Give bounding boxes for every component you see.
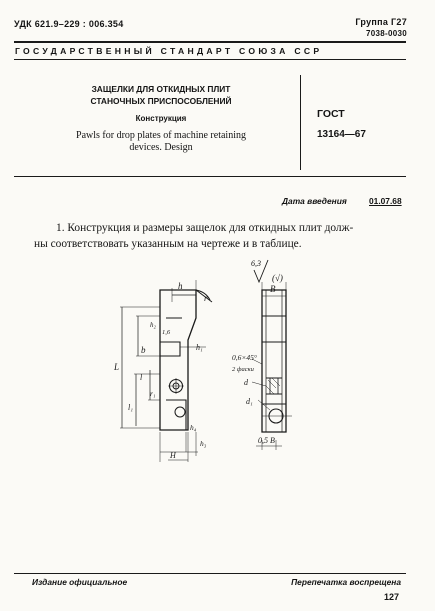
dim-h3: h₃ [200,439,207,448]
dim-b: b [141,345,146,355]
roughness-value: 6,3 [251,259,261,268]
intro-date-label: Дата введения [282,196,347,206]
group-code: Группа Г27 [355,17,407,27]
dim-h: h [178,281,183,291]
english-title-line-1: Pawls for drop plates of machine retaining [76,130,246,141]
roughness-note: (√) [272,273,283,283]
okp-code: 7038-0030 [366,29,407,38]
title-subtitle: Конструкция [135,114,187,123]
dim-d1: d₁ [246,397,253,406]
dim-h4: h₄ [190,423,197,432]
english-title-line-2: devices. Design [129,142,193,153]
dim-l1: l₁ [128,403,134,412]
dim-rough-small: 1,6 [162,329,171,336]
dim-r1: r₁ [150,389,156,398]
footer-official-edition: Издание официальное [32,577,128,587]
dim-B: B [270,284,276,294]
title-line-1: ЗАЩЕЛКИ ДЛЯ ОТКИДНЫХ ПЛИТ [91,84,231,94]
chamfer-count: 2 фаски [232,366,254,373]
front-view-outline [160,290,196,430]
intro-date-value: 01.07.68 [369,196,402,206]
footer-rule [14,573,406,574]
chamfer-size: 0,6×45° [232,353,257,362]
standard-banner: ГОСУДАРСТВЕННЫЙ СТАНДАРТ СОЮЗА ССР [15,46,323,56]
dim-h1: h₁ [196,343,203,352]
dim-r: r [204,293,208,303]
dim-half-B: 0,5 B [258,436,275,445]
dim-l: l [140,373,143,382]
dim-L: L [114,362,120,372]
title-line-2: СТАНОЧНЫХ ПРИСПОСОБЛЕНИЙ [90,96,232,106]
gost-number: 13164—67 [317,129,366,140]
footer-reprint-prohibited: Перепечатка воспрещена [291,577,401,587]
page-number: 127 [383,592,399,602]
gost-label: ГОСТ [317,108,345,120]
paragraph-line-1: 1. Конструкция и размеры защелок для откидных плит долж- [56,222,354,234]
udk-code: УДК 621.9–229 : 006.354 [14,19,124,29]
side-view-outline [262,290,286,432]
dim-h2: h₂ [150,321,156,329]
dim-d: d [244,378,248,387]
paragraph-line-2: ны соответствовать указанным на чертеже и в таблице. [34,238,302,250]
dim-H: H [170,451,176,460]
